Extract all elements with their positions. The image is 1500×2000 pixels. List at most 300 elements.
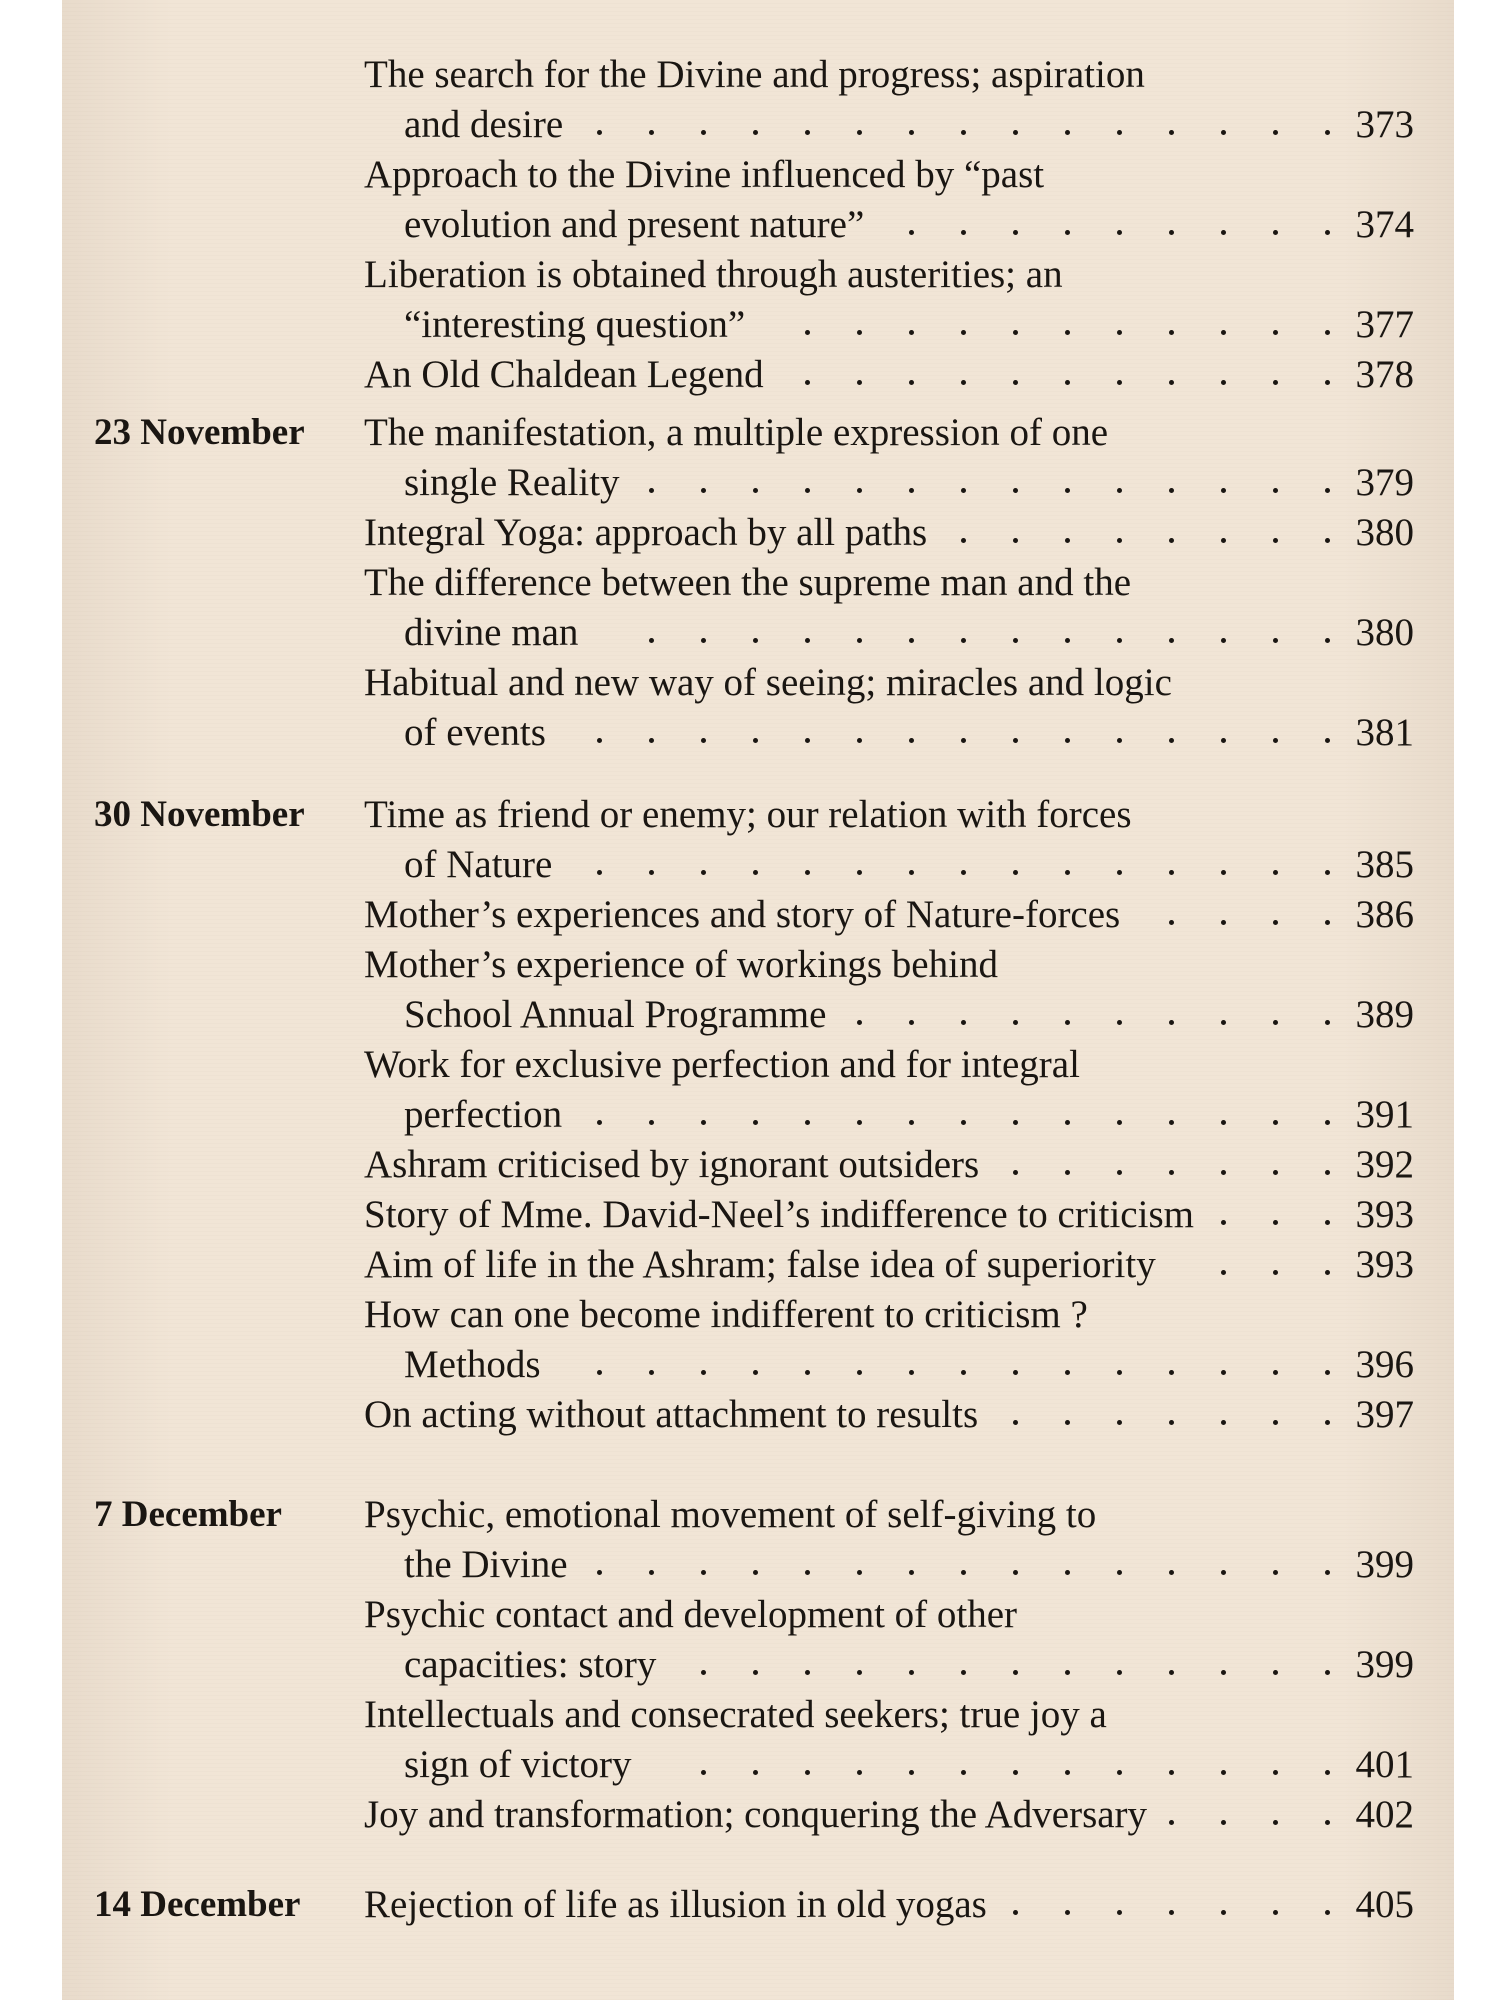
leader-dot [1013, 488, 1018, 493]
leader-dot [701, 488, 706, 493]
leader-dot [597, 738, 602, 743]
toc-entry-title: The search for the Divine and progress; aspiration [364, 53, 1145, 96]
leader-dot [857, 330, 862, 335]
toc-entry-title: the Divine [404, 1543, 568, 1586]
toc-entry-line [62, 1740, 1454, 1790]
leader-dot [1013, 538, 1018, 543]
toc-entry-line [62, 50, 1454, 100]
leader-dot [1325, 1420, 1330, 1425]
toc-entry-title: Integral Yoga: approach by all paths [364, 511, 928, 554]
toc-page-number: 396 [1355, 1343, 1414, 1386]
leader-dot [1273, 130, 1278, 135]
leader-dot [649, 1120, 654, 1125]
leader-dot [1065, 538, 1070, 543]
leader-dot [909, 1670, 914, 1675]
leader-dot [1065, 1170, 1070, 1175]
toc-entry-line [62, 1590, 1454, 1640]
toc-entry-title: Approach to the Divine influenced by “past [364, 153, 1045, 196]
toc-page-number: 389 [1355, 993, 1414, 1036]
leader-dot [1117, 1770, 1122, 1775]
leader-dot [1325, 1670, 1330, 1675]
toc-entry-line [62, 1240, 1454, 1290]
dot-leader [62, 1190, 1454, 1240]
leader-dot [1325, 538, 1330, 543]
leader-dot [1065, 638, 1070, 643]
toc-page-number: 380 [1355, 511, 1414, 554]
toc-entry-line [62, 990, 1454, 1040]
leader-dot [1325, 1910, 1330, 1915]
leader-dot [1117, 1570, 1122, 1575]
toc-page-number: 386 [1355, 893, 1414, 936]
leader-dot [1065, 870, 1070, 875]
leader-dot [1065, 1420, 1070, 1425]
toc-entry-title: perfection [404, 1093, 563, 1136]
leader-dot [1013, 1770, 1018, 1775]
toc-entry-title: divine man [404, 611, 579, 654]
leader-dot [805, 130, 810, 135]
leader-dot [805, 1570, 810, 1575]
leader-dot [1117, 1670, 1122, 1675]
leader-dot [1273, 1370, 1278, 1375]
leader-dot [1117, 538, 1122, 543]
leader-dot [805, 738, 810, 743]
leader-dot [1273, 738, 1278, 743]
leader-dot [1169, 870, 1174, 875]
dot-leader [62, 1090, 1454, 1140]
leader-dot [857, 1670, 862, 1675]
leader-dot [1273, 1570, 1278, 1575]
toc-date: 14 December [94, 1884, 301, 1925]
toc-page-number: 381 [1355, 711, 1414, 754]
leader-dot [1221, 920, 1226, 925]
leader-dot [961, 1120, 966, 1125]
dot-leader [62, 350, 1454, 400]
toc-page-number: 402 [1355, 1793, 1414, 1836]
leader-dot [1117, 1910, 1122, 1915]
leader-dot [1325, 330, 1330, 335]
leader-dot [1117, 230, 1122, 235]
leader-dot [1013, 1420, 1018, 1425]
toc-entry-title: Psychic, emotional movement of self-giving to [364, 1493, 1097, 1536]
toc-entry-line [62, 350, 1454, 400]
toc-entry-line [62, 508, 1454, 558]
leader-dot [961, 1770, 966, 1775]
leader-dot [1013, 1170, 1018, 1175]
toc-entry-line [62, 1190, 1454, 1240]
leader-dot [961, 638, 966, 643]
leader-dot [1273, 638, 1278, 643]
dot-leader [62, 1240, 1454, 1290]
dot-leader [62, 1340, 1454, 1390]
toc-entry-line [62, 1790, 1454, 1840]
toc-entry-line [62, 1690, 1454, 1740]
leader-dot [1273, 330, 1278, 335]
toc-entry-title: Mother’s experience of workings behind [364, 943, 998, 986]
leader-dot [1325, 1570, 1330, 1575]
leader-dot [909, 1120, 914, 1125]
leader-dot [1117, 870, 1122, 875]
toc-page-number: 379 [1355, 461, 1414, 504]
leader-dot [909, 230, 914, 235]
leader-dot [1273, 1820, 1278, 1825]
leader-dot [1013, 1020, 1018, 1025]
leader-dot [701, 1670, 706, 1675]
leader-dot [753, 738, 758, 743]
leader-dot [909, 488, 914, 493]
leader-dot [857, 130, 862, 135]
dot-leader [62, 300, 1454, 350]
toc-entry-title: Aim of life in the Ashram; false idea of superiority [364, 1243, 1156, 1286]
toc-entry-line [62, 1090, 1454, 1140]
dot-leader [62, 1640, 1454, 1690]
leader-dot [1117, 738, 1122, 743]
leader-dot [1221, 1770, 1226, 1775]
leader-dot [1273, 1770, 1278, 1775]
leader-dot [1169, 1370, 1174, 1375]
dot-leader [62, 608, 1454, 658]
leader-dot [597, 870, 602, 875]
leader-dot [1169, 130, 1174, 135]
leader-dot [1273, 870, 1278, 875]
leader-dot [1325, 1820, 1330, 1825]
leader-dot [753, 130, 758, 135]
toc-page-number: 377 [1355, 303, 1414, 346]
toc-entry-line [62, 940, 1454, 990]
toc-entry-title: “interesting question” [404, 303, 746, 346]
leader-dot [1065, 1570, 1070, 1575]
leader-dot [1221, 1270, 1226, 1275]
leader-dot [961, 1670, 966, 1675]
leader-dot [1325, 638, 1330, 643]
leader-dot [753, 870, 758, 875]
toc-entry-title: evolution and present nature” [404, 203, 865, 246]
leader-dot [1325, 1270, 1330, 1275]
dot-leader [62, 1540, 1454, 1590]
toc-page-number: 399 [1355, 1543, 1414, 1586]
toc-page-number: 392 [1355, 1143, 1414, 1186]
leader-dot [1221, 130, 1226, 135]
leader-dot [805, 1120, 810, 1125]
leader-dot [961, 1370, 966, 1375]
toc-entry-line [62, 840, 1454, 890]
leader-dot [909, 870, 914, 875]
toc-entry-line [62, 100, 1454, 150]
leader-dot [1221, 870, 1226, 875]
leader-dot [1273, 1120, 1278, 1125]
toc-entry-title: of events [404, 711, 546, 754]
leader-dot [1065, 1770, 1070, 1775]
leader-dot [1325, 1770, 1330, 1775]
leader-dot [1169, 638, 1174, 643]
leader-dot [1221, 380, 1226, 385]
leader-dot [1273, 1170, 1278, 1175]
toc-page-number: 391 [1355, 1093, 1414, 1136]
toc-entry-title: single Reality [404, 461, 620, 504]
toc-entry-line [62, 1640, 1454, 1690]
leader-dot [1013, 1670, 1018, 1675]
leader-dot [1221, 1220, 1226, 1225]
leader-dot [909, 380, 914, 385]
leader-dot [857, 1570, 862, 1575]
leader-dot [805, 488, 810, 493]
leader-dot [1117, 1170, 1122, 1175]
leader-dot [1169, 1770, 1174, 1775]
leader-dot [1169, 538, 1174, 543]
dot-leader [62, 890, 1454, 940]
leader-dot [1325, 130, 1330, 135]
dot-leader [62, 1790, 1454, 1840]
leader-dot [909, 1020, 914, 1025]
dot-leader [62, 990, 1454, 1040]
leader-dot [1221, 1820, 1226, 1825]
toc-page-number: 397 [1355, 1393, 1414, 1436]
leader-dot [1221, 738, 1226, 743]
leader-dot [701, 1370, 706, 1375]
toc-entry-line [62, 790, 1454, 840]
leader-dot [909, 1370, 914, 1375]
dot-leader [62, 508, 1454, 558]
toc-entry-line [62, 200, 1454, 250]
toc-page-number: 399 [1355, 1643, 1414, 1686]
leader-dot [1169, 380, 1174, 385]
leader-dot [1169, 1670, 1174, 1675]
toc-entry-title: Rejection of life as illusion in old yogas [364, 1883, 987, 1926]
leader-dot [1273, 1270, 1278, 1275]
toc-page-number: 393 [1355, 1193, 1414, 1236]
dot-leader [62, 708, 1454, 758]
leader-dot [1325, 1370, 1330, 1375]
leader-dot [1013, 230, 1018, 235]
leader-dot [857, 380, 862, 385]
leader-dot [649, 130, 654, 135]
leader-dot [649, 738, 654, 743]
toc-entry-line [62, 458, 1454, 508]
toc-entry-line [62, 1540, 1454, 1590]
leader-dot [805, 380, 810, 385]
dot-leader [62, 1140, 1454, 1190]
toc-entry-title: The manifestation, a multiple expression of one [364, 411, 1109, 454]
toc-entry-title: School Annual Programme [404, 993, 827, 1036]
leader-dot [753, 1570, 758, 1575]
leader-dot [1065, 738, 1070, 743]
leader-dot [1117, 1370, 1122, 1375]
leader-dot [909, 130, 914, 135]
leader-dot [1221, 330, 1226, 335]
toc-entry-line [62, 250, 1454, 300]
leader-dot [701, 1770, 706, 1775]
leader-dot [1013, 870, 1018, 875]
leader-dot [1325, 230, 1330, 235]
toc-entry-title: capacities: story [404, 1643, 657, 1686]
leader-dot [1117, 638, 1122, 643]
leader-dot [1169, 1420, 1174, 1425]
leader-dot [1065, 330, 1070, 335]
leader-dot [597, 1570, 602, 1575]
leader-dot [701, 1120, 706, 1125]
leader-dot [753, 1370, 758, 1375]
leader-dot [1117, 380, 1122, 385]
toc-entry-line [62, 558, 1454, 608]
toc-entry-title: Mother’s experiences and story of Nature-forces [364, 893, 1121, 936]
leader-dot [1325, 738, 1330, 743]
leader-dot [1013, 738, 1018, 743]
leader-dot [1273, 488, 1278, 493]
leader-dot [1221, 1020, 1226, 1025]
dot-leader [62, 458, 1454, 508]
leader-dot [1273, 380, 1278, 385]
toc-date: 30 November [94, 794, 305, 835]
toc-entry-title: On acting without attachment to results [364, 1393, 979, 1436]
leader-dot [961, 488, 966, 493]
leader-dot [753, 1670, 758, 1675]
leader-dot [1013, 330, 1018, 335]
leader-dot [1273, 1220, 1278, 1225]
toc-entry-line [62, 1490, 1454, 1540]
leader-dot [1221, 1370, 1226, 1375]
leader-dot [909, 738, 914, 743]
toc-entry-title: Intellectuals and consecrated seekers; true joy a [364, 1693, 1107, 1736]
toc-page-number: 393 [1355, 1243, 1414, 1286]
leader-dot [805, 1370, 810, 1375]
toc-entry-title: How can one become indifferent to criticism ? [364, 1293, 1088, 1336]
leader-dot [805, 1670, 810, 1675]
leader-dot [1325, 488, 1330, 493]
toc-entry-title: Liberation is obtained through austerities; an [364, 253, 1063, 296]
toc-entry-line [62, 300, 1454, 350]
leader-dot [1065, 488, 1070, 493]
leader-dot [1325, 1020, 1330, 1025]
leader-dot [649, 870, 654, 875]
leader-dot [805, 870, 810, 875]
leader-dot [1325, 1120, 1330, 1125]
toc-entry-title: An Old Chaldean Legend [364, 353, 764, 396]
leader-dot [1169, 1120, 1174, 1125]
leader-dot [1065, 380, 1070, 385]
toc-entry-line [62, 708, 1454, 758]
leader-dot [649, 638, 654, 643]
toc-page-number: 380 [1355, 611, 1414, 654]
toc-page-number: 374 [1355, 203, 1414, 246]
leader-dot [1013, 380, 1018, 385]
leader-dot [1013, 1570, 1018, 1575]
leader-dot [805, 638, 810, 643]
leader-dot [1013, 1370, 1018, 1375]
leader-dot [857, 638, 862, 643]
book-page [62, 0, 1454, 2000]
toc-page-number: 405 [1355, 1883, 1414, 1926]
toc-entry-line [62, 608, 1454, 658]
leader-dot [1169, 1170, 1174, 1175]
leader-dot [909, 638, 914, 643]
leader-dot [961, 1020, 966, 1025]
toc-entry-title: of Nature [404, 843, 553, 886]
toc-date: 7 December [94, 1494, 282, 1535]
toc-entry-title: Psychic contact and development of other [364, 1593, 1018, 1636]
dot-leader [62, 1880, 1454, 1930]
leader-dot [1117, 1120, 1122, 1125]
leader-dot [701, 130, 706, 135]
leader-dot [1325, 380, 1330, 385]
leader-dot [1221, 230, 1226, 235]
dot-leader [62, 200, 1454, 250]
toc-entry-title: Habitual and new way of seeing; miracles and logic [364, 661, 1172, 704]
leader-dot [1169, 738, 1174, 743]
leader-dot [909, 330, 914, 335]
leader-dot [1117, 488, 1122, 493]
leader-dot [1065, 1670, 1070, 1675]
toc-entry-line [62, 1040, 1454, 1090]
leader-dot [1169, 1020, 1174, 1025]
toc-entry-line [62, 1880, 1454, 1930]
leader-dot [1325, 870, 1330, 875]
leader-dot [1065, 230, 1070, 235]
leader-dot [1221, 1170, 1226, 1175]
leader-dot [701, 1570, 706, 1575]
leader-dot [753, 488, 758, 493]
leader-dot [1065, 1910, 1070, 1915]
leader-dot [1221, 1420, 1226, 1425]
leader-dot [1169, 1570, 1174, 1575]
leader-dot [1065, 1020, 1070, 1025]
leader-dot [961, 380, 966, 385]
leader-dot [961, 870, 966, 875]
leader-dot [753, 1120, 758, 1125]
leader-dot [961, 130, 966, 135]
toc-entry-title: Methods [404, 1343, 541, 1386]
leader-dot [1169, 230, 1174, 235]
dot-leader [62, 840, 1454, 890]
leader-dot [597, 130, 602, 135]
leader-dot [909, 1770, 914, 1775]
leader-dot [857, 870, 862, 875]
leader-dot [1117, 330, 1122, 335]
leader-dot [1169, 488, 1174, 493]
toc-entry-line [62, 1340, 1454, 1390]
leader-dot [1013, 130, 1018, 135]
leader-dot [1273, 230, 1278, 235]
dot-leader [62, 100, 1454, 150]
leader-dot [1273, 1020, 1278, 1025]
toc-entry-title: Story of Mme. David-Neel’s indifference to criticism [364, 1193, 1194, 1236]
leader-dot [1169, 1910, 1174, 1915]
leader-dot [1273, 920, 1278, 925]
toc-entry-line [62, 890, 1454, 940]
toc-entry-line [62, 1140, 1454, 1190]
toc-date: 23 November [94, 412, 305, 453]
leader-dot [701, 638, 706, 643]
leader-dot [753, 638, 758, 643]
toc-entry-title: Work for exclusive perfection and for integral [364, 1043, 1080, 1086]
leader-dot [857, 1370, 862, 1375]
leader-dot [857, 1770, 862, 1775]
leader-dot [857, 488, 862, 493]
leader-dot [1065, 1120, 1070, 1125]
leader-dot [1221, 488, 1226, 493]
leader-dot [1273, 1910, 1278, 1915]
dot-leader [62, 1390, 1454, 1440]
leader-dot [1169, 920, 1174, 925]
leader-dot [857, 738, 862, 743]
leader-dot [1013, 638, 1018, 643]
toc-entry-title: sign of victory [404, 1743, 632, 1786]
leader-dot [961, 538, 966, 543]
leader-dot [857, 1120, 862, 1125]
leader-dot [961, 330, 966, 335]
leader-dot [1013, 1910, 1018, 1915]
leader-dot [1273, 1420, 1278, 1425]
leader-dot [1325, 1170, 1330, 1175]
leader-dot [857, 1020, 862, 1025]
